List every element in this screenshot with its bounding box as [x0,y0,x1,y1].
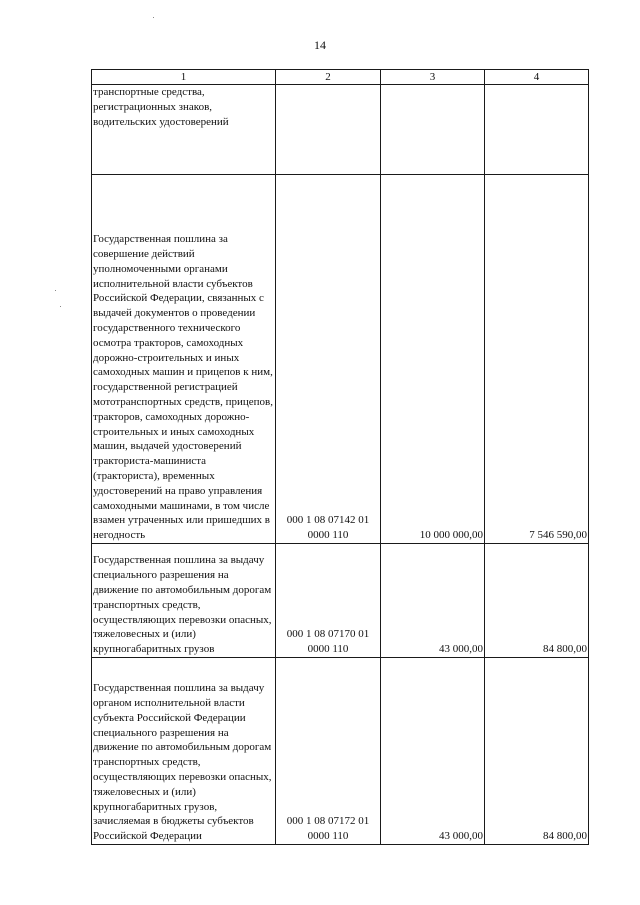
scan-speck [60,306,61,307]
revenue-table [91,69,589,845]
column-header-1: 1 [92,70,276,85]
column-header-3: 3 [381,70,485,85]
row-fact-amount-cell: 7 546 590,00 [485,175,589,544]
column-header-2: 2 [276,70,381,85]
scan-speck [55,290,56,291]
table-row [92,658,589,845]
scan-speck [153,17,154,18]
row-name-cell: Государственная пошлина за выдачу органом исполнительной власти субъекта Российской Федерации специального разрешения на движение по автомобильным дорогам транспортных средств, осуществляющих перевозки опасных, тяжеловесных и (или) крупногабаритных грузов, зачисляемая в бюджеты субъектов Российской Федерации [92,658,276,845]
row-plan-amount-cell [381,85,485,175]
row-fact-amount-cell: 84 800,00 [485,544,589,658]
row-plan-amount-cell: 10 000 000,00 [381,175,485,544]
table-row [92,85,589,175]
column-header-4: 4 [485,70,589,85]
table-row [92,544,589,658]
table-header-row [92,70,589,85]
row-plan-amount-cell: 43 000,00 [381,658,485,845]
row-name-cell: Государственная пошлина за выдачу специального разрешения на движение по автомобильным дорогам транспортных средств, осуществляющих перевозки опасных, тяжеловесных и (или) крупногабаритных грузов [92,544,276,658]
row-name-cell: Государственная пошлина за совершение действий уполномоченными органами исполнительной власти субъектов Российской Федерации, связанных с выдачей документов о проведении государственного технического осмотра тракторов, самоходных дорожно-строительных и иных самоходных машин и прицепов к ним, государственной регистрацией мототранспортных средств, прицепов, тракторов, самоходных дорожно-строительных и иных самоходных машин, выдачей удостоверений тракториста-машиниста (тракториста), временных удостоверений на право управления самоходными машинами, в том числе взамен утраченных или пришедших в негодность [92,175,276,544]
table-row [92,175,589,544]
row-code-cell [276,85,381,175]
row-code-cell: 000 1 08 07172 01 0000 110 [276,658,381,845]
row-fact-amount-cell: 84 800,00 [485,658,589,845]
row-code-cell: 000 1 08 07170 01 0000 110 [276,544,381,658]
row-fact-amount-cell [485,85,589,175]
row-code-cell: 000 1 08 07142 01 0000 110 [276,175,381,544]
row-name-cell: транспортные средства, регистрационных знаков, водительских удостоверений [92,85,276,175]
page-number: 14 [314,38,326,52]
row-plan-amount-cell: 43 000,00 [381,544,485,658]
